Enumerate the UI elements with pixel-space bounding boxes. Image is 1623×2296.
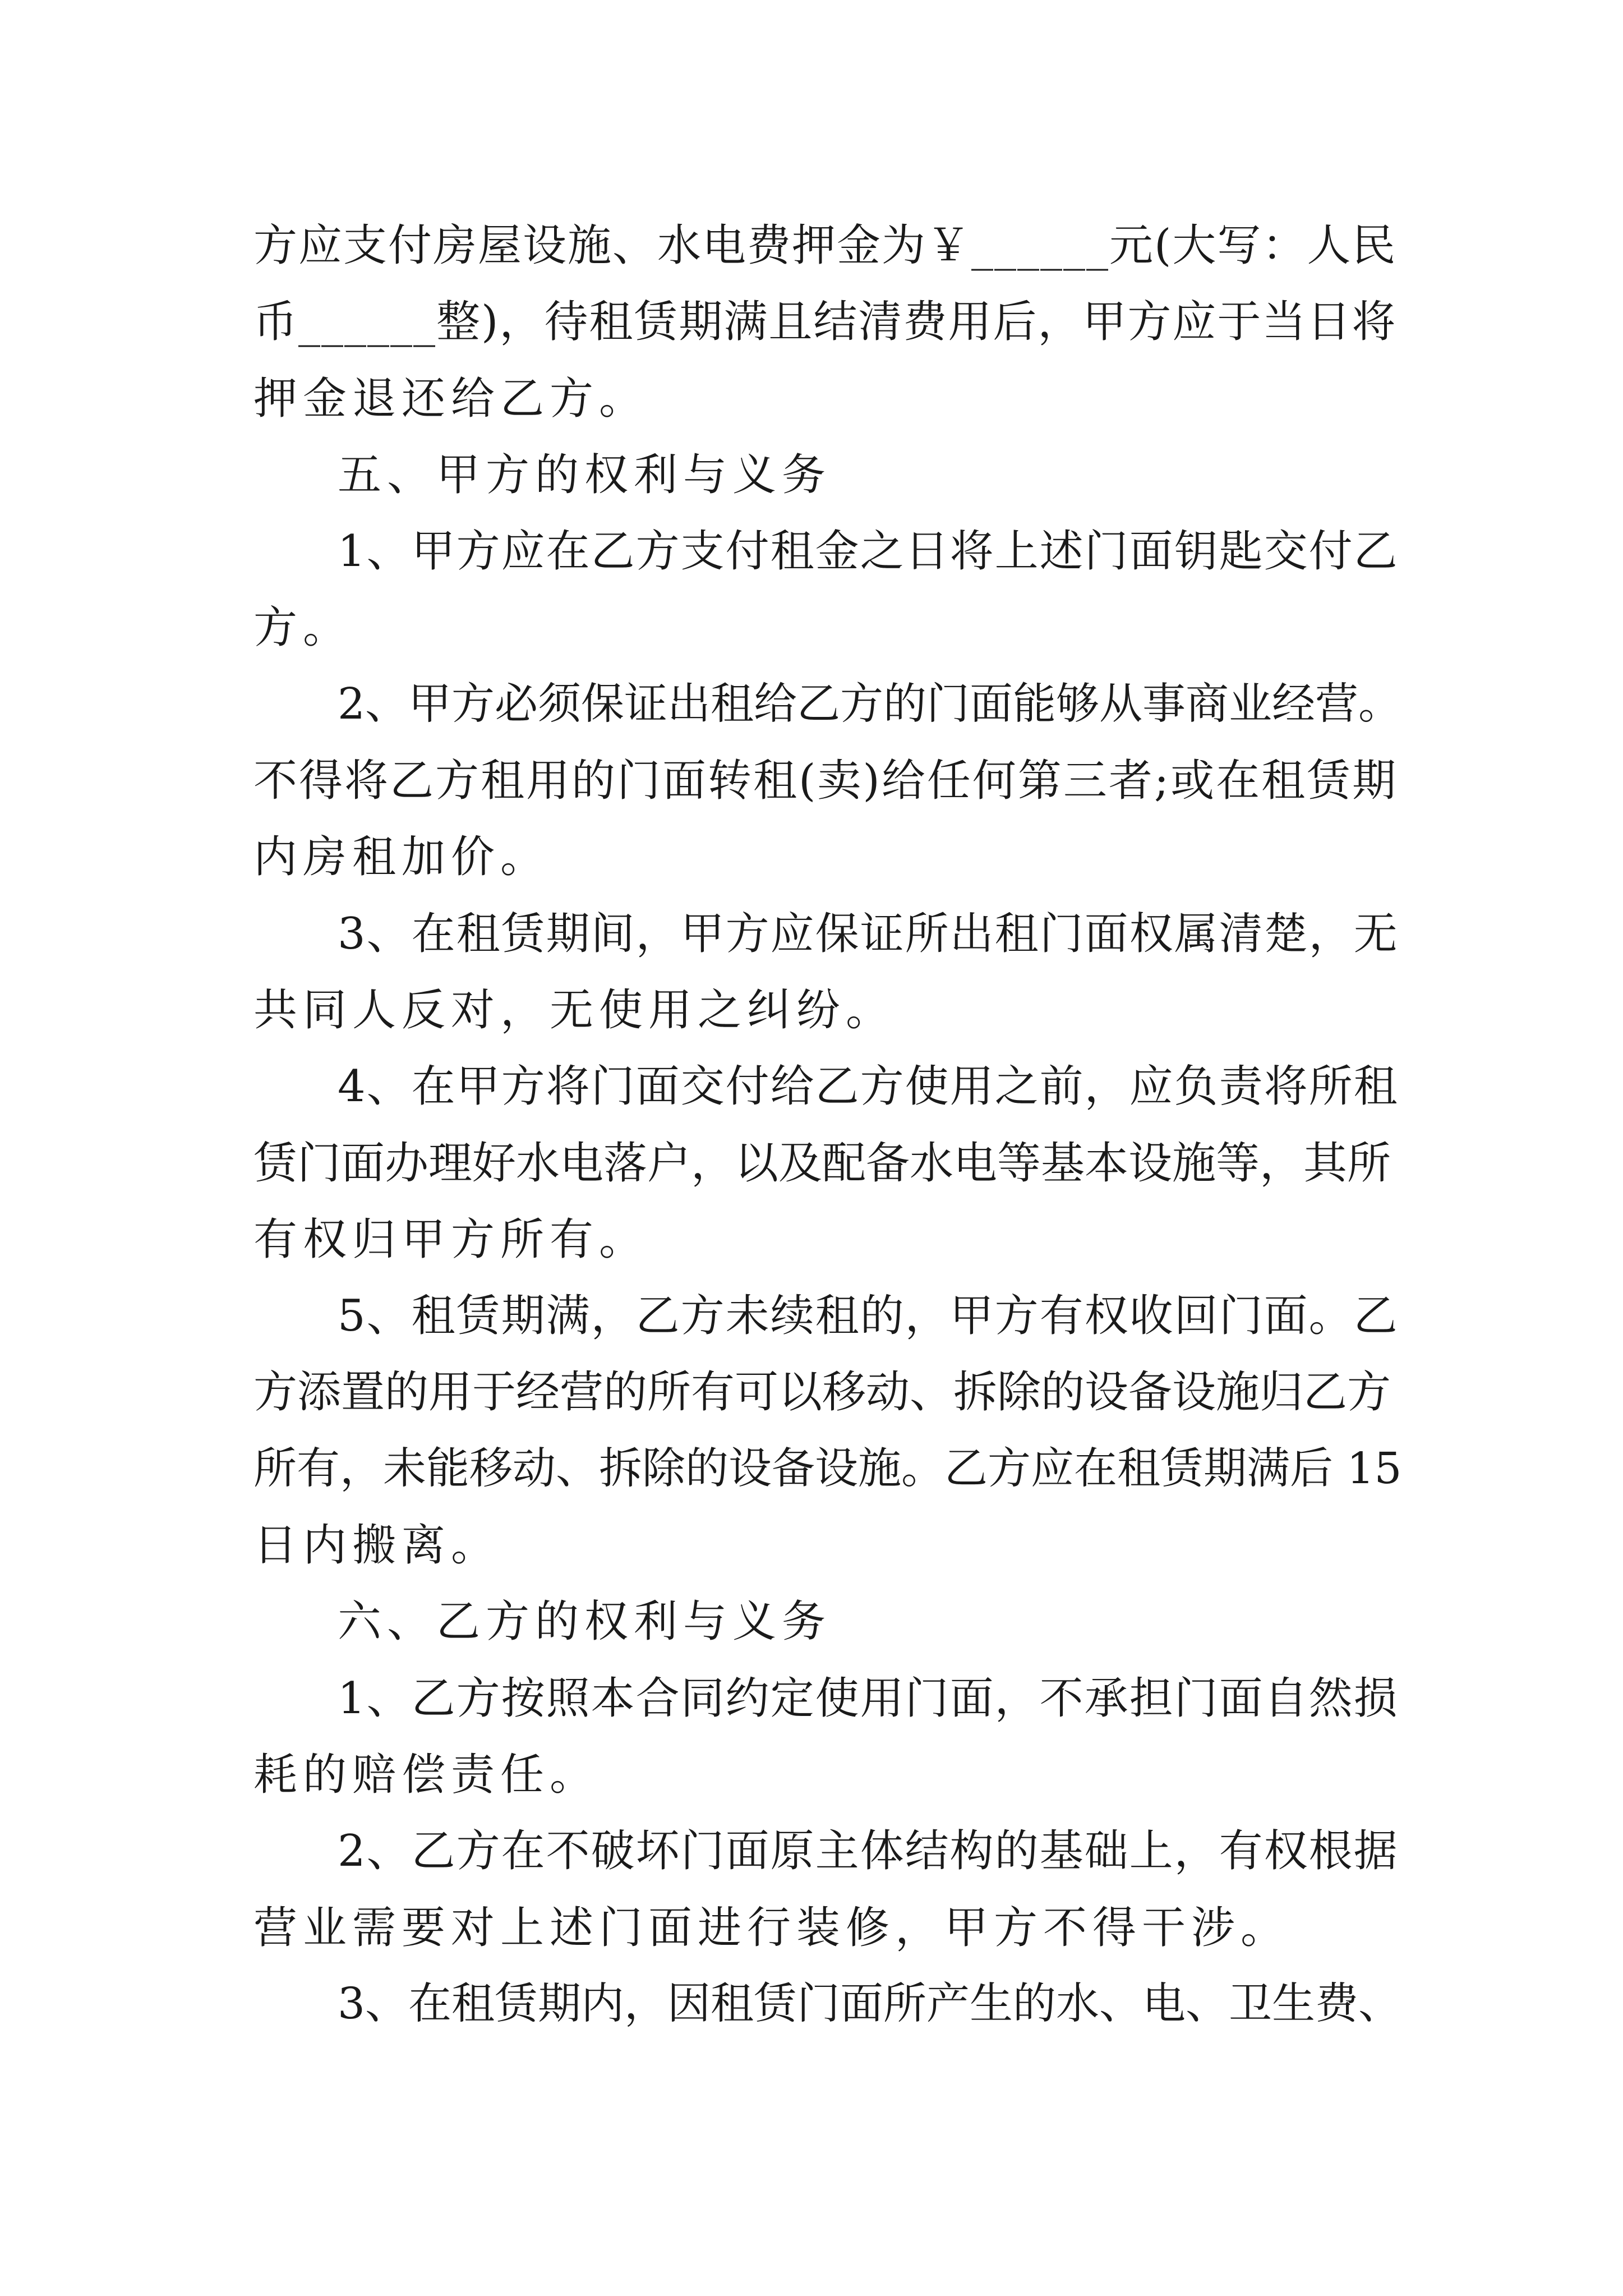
paragraph-line: 耗的赔偿责任。 [253,1749,600,1800]
paragraph-first-line: 3、在租赁期间，甲方应保证所出租门面权属清楚，无 [338,908,1399,959]
paragraph-line: 押金退还给乙方。 [253,373,649,424]
document-body [253,208,1402,2042]
paragraph-first-line: 2、乙方在不破坏门面原主体结构的基础上，有权根据 [338,1826,1399,1877]
paragraph-first-line: 五、甲方的权利与义务 [338,449,832,500]
paragraph-first-line: 六、乙方的权利与义务 [338,1596,832,1648]
paragraph-first-line: 1、乙方按照本合同约定使用门面，不承担门面自然损 [338,1673,1399,1724]
paragraph-first-line: 2、甲方必须保证出租给乙方的门面能够从事商业经营。 [338,679,1401,729]
paragraph-line: 方添置的用于经营的所有可以移动、拆除的设备设施归乙方 [253,1367,1391,1418]
paragraph-line: 日内搬离。 [253,1520,501,1571]
paragraph-line: 不得将乙方租用的门面转租(卖)给任何第三者;或在租赁期 [253,756,1398,807]
paragraph-line: 内房租加价。 [253,832,550,883]
paragraph-line: 方应支付房屋设施、水电费押金为￥______元(大写：人民 [253,220,1397,271]
paragraph-line: 币______整)，待租赁期满且结清费用后，甲方应于当日将 [253,297,1397,348]
paragraph-first-line: 1、甲方应在乙方支付租金之日将上述门面钥匙交付乙 [338,526,1399,577]
paragraph-first-line: 3、在租赁期内，因租赁门面所产生的水、电、卫生费、 [338,1978,1401,2029]
paragraph-line: 赁门面办理好水电落户，以及配备水电等基本设施等，其所 [253,1138,1391,1189]
paragraph-line: 方。 [253,602,353,654]
paragraph-line: 有权归甲方所有。 [253,1214,649,1265]
paragraph-line: 所有，未能移动、拆除的设备设施。乙方应在租赁期满后 15 [253,1443,1402,1494]
paragraph-first-line: 5、租赁期满，乙方未续租的，甲方有权收回门面。乙 [338,1291,1399,1342]
paragraph-line: 营业需要对上述门面进行装修，甲方不得干涉。 [253,1902,1290,1953]
paragraph-line: 共同人反对，无使用之纠纷。 [253,984,896,1036]
paragraph-first-line: 4、在甲方将门面交付给乙方使用之前，应负责将所租 [338,1061,1399,1112]
